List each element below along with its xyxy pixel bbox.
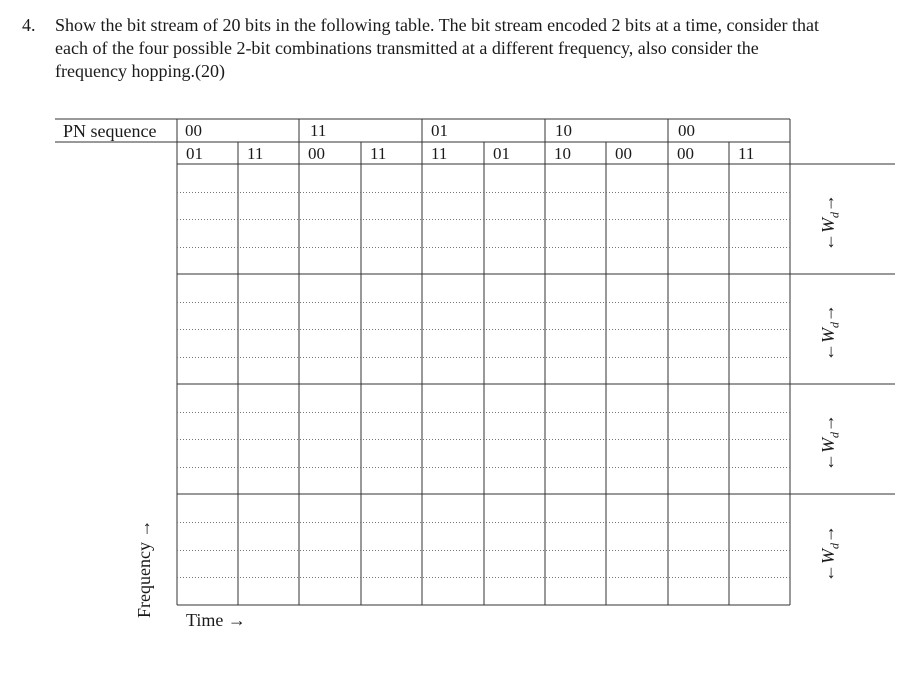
question-line-1: Show the bit stream of 20 bits in the following table. The bit stream encoded 2 bits at a time, consider that [55, 15, 820, 35]
pn-value-cell: 00 [678, 121, 695, 140]
band-width-label: $\leftarrow W_d\to$ [818, 414, 842, 471]
pn-value-cell: 01 [431, 121, 448, 140]
data-bits-cell: 01 [186, 144, 203, 163]
question-line-3: frequency hopping.(20) [55, 61, 225, 81]
data-bits-cell: 00 [677, 144, 694, 163]
data-bits-cell: 01 [493, 144, 510, 163]
question-line-2: each of the four possible 2-bit combinations transmitted at a different frequency, also consider the [55, 38, 759, 58]
pn-value-cell: 10 [555, 121, 572, 140]
band-width-label: $\leftarrow W_d\to$ [818, 524, 842, 582]
frequency-axis-label: Frequency → [134, 519, 154, 618]
band-width-label: $\leftarrow W_d\to$ [818, 194, 842, 251]
time-axis-label: Time → [186, 610, 246, 630]
data-bits-cell: 11 [370, 144, 387, 163]
data-bits-cell: 11 [431, 144, 448, 163]
data-bits-cell: 11 [247, 144, 264, 163]
pn-value-cell: 11 [310, 121, 327, 140]
pn-value-cell: 00 [185, 121, 202, 140]
data-bits-cell: 00 [308, 144, 325, 163]
data-bits-cell: 10 [554, 144, 571, 163]
data-bits-cell: 00 [615, 144, 632, 163]
data-bits-cell: 11 [738, 144, 755, 163]
question-number: 4. [22, 15, 36, 35]
pn-sequence-label: PN sequence [63, 121, 157, 141]
band-width-label: $\leftarrow W_d\to$ [818, 304, 842, 361]
